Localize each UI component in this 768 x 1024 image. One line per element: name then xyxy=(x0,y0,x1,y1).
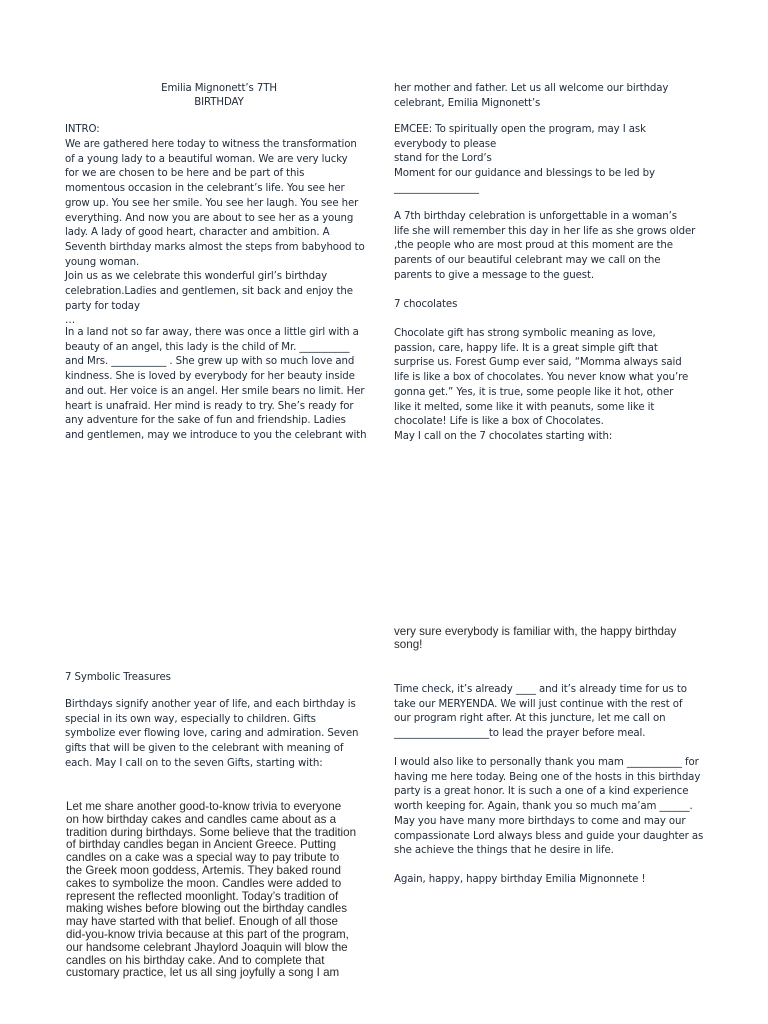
emcee-paragraph: EMCEE: To spiritually open the program, may I ask everybody to please stand for the Lord’s Moment for our guidance and blessings to be led by _________________ xyxy=(394,124,655,194)
treasures-paragraph: Birthdays signify another year of life, and each birthday is special in its own way, especially to children. Gifts symbolize ever flowing love, caring and admiration. Seven gifts that will be given to the celebrant with meaning of each. May I call on to the seven Gifts, starting with: xyxy=(65,699,359,769)
continuation-paragraph: her mother and father. Let us all welcome our birthday celebrant, Emilia Mignonett’s xyxy=(394,83,669,109)
document-title-line-2: BIRTHDAY xyxy=(194,97,244,108)
closing-line: Again, happy, happy birthday Emilia Mignonnete ! xyxy=(394,874,646,885)
parents-paragraph: A 7th birthday celebration is unforgettable in a woman’s life she will remember this day in her life as she grows older ,the people who are most proud at this moment are the parents of our beautiful celebrant may we call on the parents to give a message to the guest. xyxy=(394,211,696,281)
timecheck-paragraph: Time check, it’s already ____ and it’s already time for us to take our MERYENDA. We will just continue with the rest of our program right after. At this juncture, let me call on ___________________to lead the prayer before meal. xyxy=(394,684,687,740)
intro-heading: INTRO: xyxy=(65,124,100,135)
treasures-heading: 7 Symbolic Treasures xyxy=(65,672,171,683)
document-title-line-1: Emilia Mignonett’s 7TH xyxy=(161,83,277,94)
chocolates-heading: 7 chocolates xyxy=(394,299,458,310)
story-paragraph: In a land not so far away, there was once a little girl with a beauty of an angel, this lady is the child of Mr. __________ and Mrs. ___________ . She grew up with so much love and kindness. She is loved by everybody for her beauty inside and out. Her voice is an angel. Her smile bears no limit. Her heart is unafraid. Her mind is ready to try. She’s ready for any adventure for the sake of fun and friendship. Ladies and gentlemen, may we introduce to you the celebrant with xyxy=(65,327,367,441)
trivia-paragraph: Let me share another good-to-know trivia to everyone on how birthday cakes and candles came about as a tradition during birthdays. Some believe that the tradition of birthday candles began in Ancient Greece. Putting candles on a cake was a special way to pay tribute to the Greek moon goddess, Artemis. They baked round cakes to symbolize the moon. Candles were added to represent the reflected moonlight. Today’s tradition of making wishes before blowing out the birthday candles may have started with that belief. Enough of all those did-you-know trivia because at this part of the program, our handsome celebrant Jhaylord Joaquin will blow the candles on his birthday cake. And to complete that customary practice, let us all sing joyfully a song I am xyxy=(66,800,357,980)
song-paragraph: very sure everybody is familiar with, the happy birthday song! xyxy=(394,625,677,651)
intro-paragraph: We are gathered here today to witness the transformation of a young lady to a beautiful woman. We are very lucky for we are chosen to be here and be part of this momentous occasion in the celebrant’s life. You see her grow up. You see her smile. You see her laugh. You see her everything. And now you are about to see her as a young lady. A lady of good heart, character and ambition. A Seventh birthday marks almost the steps from babyhood to young woman. Join us as we celebrate this wonderful girl’s birthday celebration.Ladies and gentlemen, sit back and enjoy the party for today … xyxy=(65,139,365,327)
thanks-paragraph: I would also like to personally thank you mam ___________ for having me here today. Being one of the hosts in this birthday party is a great honor. It is such a one of a kind experience worth keeping for. Again, thank you so much ma’am ______. May you have many more birthdays to come and may our compassionate Lord always bless and guide your daughter as she achieve the things that he desire in life. xyxy=(394,757,704,857)
chocolates-paragraph: Chocolate gift has strong symbolic meaning as love, passion, care, happy life. It is a great simple gift that surprise us. Forest Gump ever said, “Momma always said life is like a box of chocolates. You never know what you’re gonna get.” Yes, it is true, some people like it hot, other like it melted, some like it with peanuts, some like it chocolate! Life is like a box of Chocolates. May I call on the 7 chocolates starting with: xyxy=(394,328,689,442)
